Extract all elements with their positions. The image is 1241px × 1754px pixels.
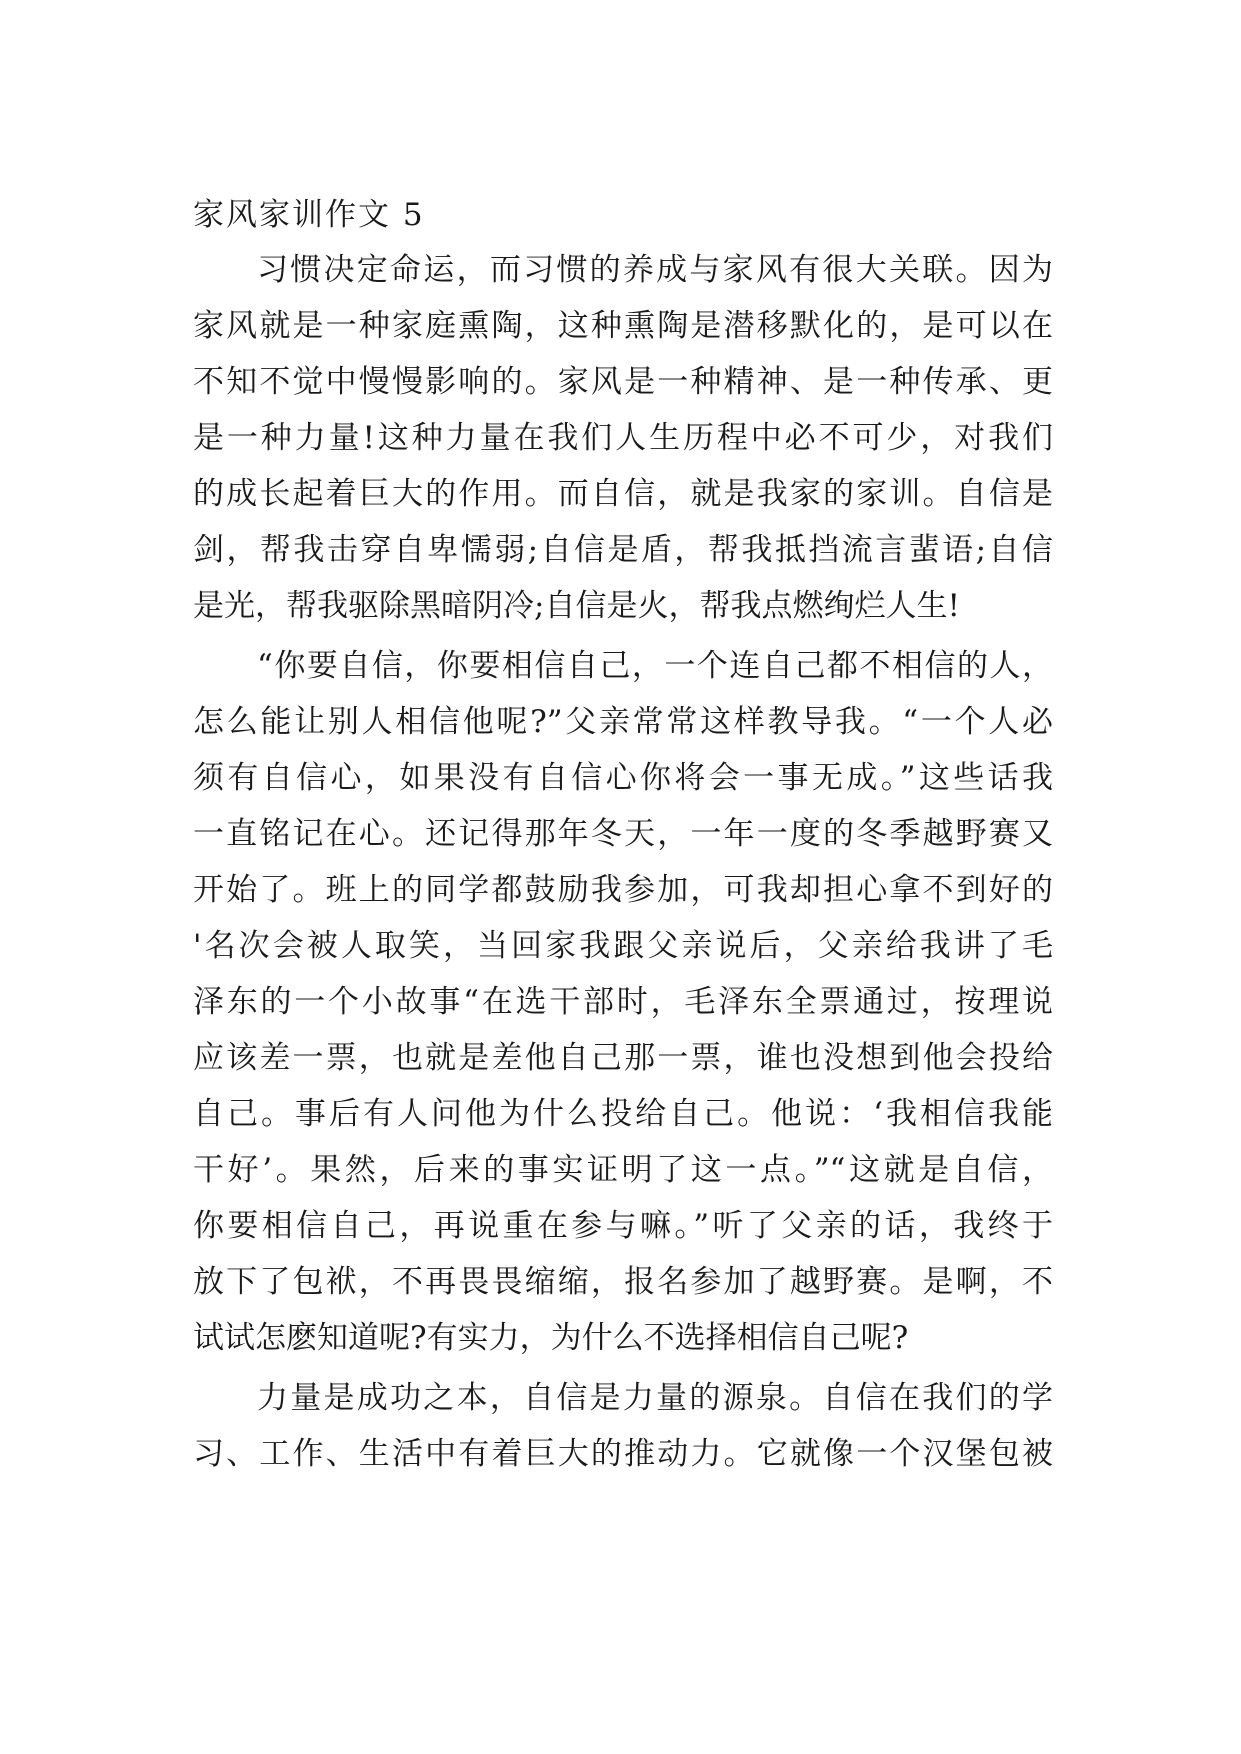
paragraph-line: 放下了包袱，不再畏畏缩缩，报名参加了越野赛。是啊，不 bbox=[193, 1264, 1053, 1300]
paragraph-line: 习、工作、生活中有着巨大的推动力。它就像一个汉堡包被 bbox=[193, 1436, 1053, 1472]
paragraph-line: 自己。事后有人问他为什么投给自己。他说：‘我相信我能 bbox=[193, 1096, 1053, 1132]
paragraph-line: 是一种力量!这种力量在我们人生历程中必不可少，对我们 bbox=[193, 420, 1053, 456]
paragraph-line: 一直铭记在心。还记得那年冬天，一年一度的冬季越野赛又 bbox=[193, 816, 1053, 852]
paragraph-line: 干好’。果然，后来的事实证明了这一点。”“这就是自信， bbox=[193, 1152, 1053, 1188]
paragraph-line: 不知不觉中慢慢影响的。家风是一种精神、是一种传承、更 bbox=[193, 364, 1053, 400]
paragraph-line: 的成长起着巨大的作用。而自信，就是我家的家训。自信是 bbox=[193, 476, 1053, 512]
paragraph-line: 应该差一票，也就是差他自己那一票，谁也没想到他会投给 bbox=[193, 1040, 1053, 1076]
paragraph-line: 剑，帮我击穿自卑懦弱;自信是盾，帮我抵挡流言蜚语;自信 bbox=[193, 532, 1053, 568]
paragraph-line: 怎么能让别人相信他呢?”父亲常常这样教导我。“一个人必 bbox=[193, 704, 1053, 740]
paragraph-line: 力量是成功之本，自信是力量的源泉。自信在我们的学 bbox=[257, 1380, 1053, 1416]
paragraph-line: 泽东的一个小故事“在选干部时，毛泽东全票通过，按理说 bbox=[193, 984, 1053, 1020]
paragraph-line: 须有自信心，如果没有自信心你将会一事无成。”这些话我 bbox=[193, 760, 1053, 796]
paragraph-line: '名次会被人取笑，当回家我跟父亲说后，父亲给我讲了毛 bbox=[193, 928, 1053, 964]
paragraph-line: 是光，帮我驱除黑暗阴冷;自信是火，帮我点燃绚烂人生! bbox=[193, 588, 960, 624]
document-title: 家风家训作文 5 bbox=[193, 197, 425, 233]
paragraph-line: 开始了。班上的同学都鼓励我参加，可我却担心拿不到好的 bbox=[193, 872, 1053, 908]
paragraph-line: 习惯决定命运，而习惯的养成与家风有很大关联。因为 bbox=[257, 252, 1053, 288]
paragraph-line: 家风就是一种家庭熏陶，这种熏陶是潜移默化的，是可以在 bbox=[193, 308, 1053, 344]
paragraph-line: 试试怎麽知道呢?有实力，为什么不选择相信自己呢? bbox=[193, 1320, 909, 1356]
paragraph-line: “你要自信，你要相信自己，一个连自己都不相信的人， bbox=[257, 648, 1053, 684]
paragraph-line: 你要相信自己，再说重在参与嘛。”听了父亲的话，我终于 bbox=[193, 1208, 1053, 1244]
